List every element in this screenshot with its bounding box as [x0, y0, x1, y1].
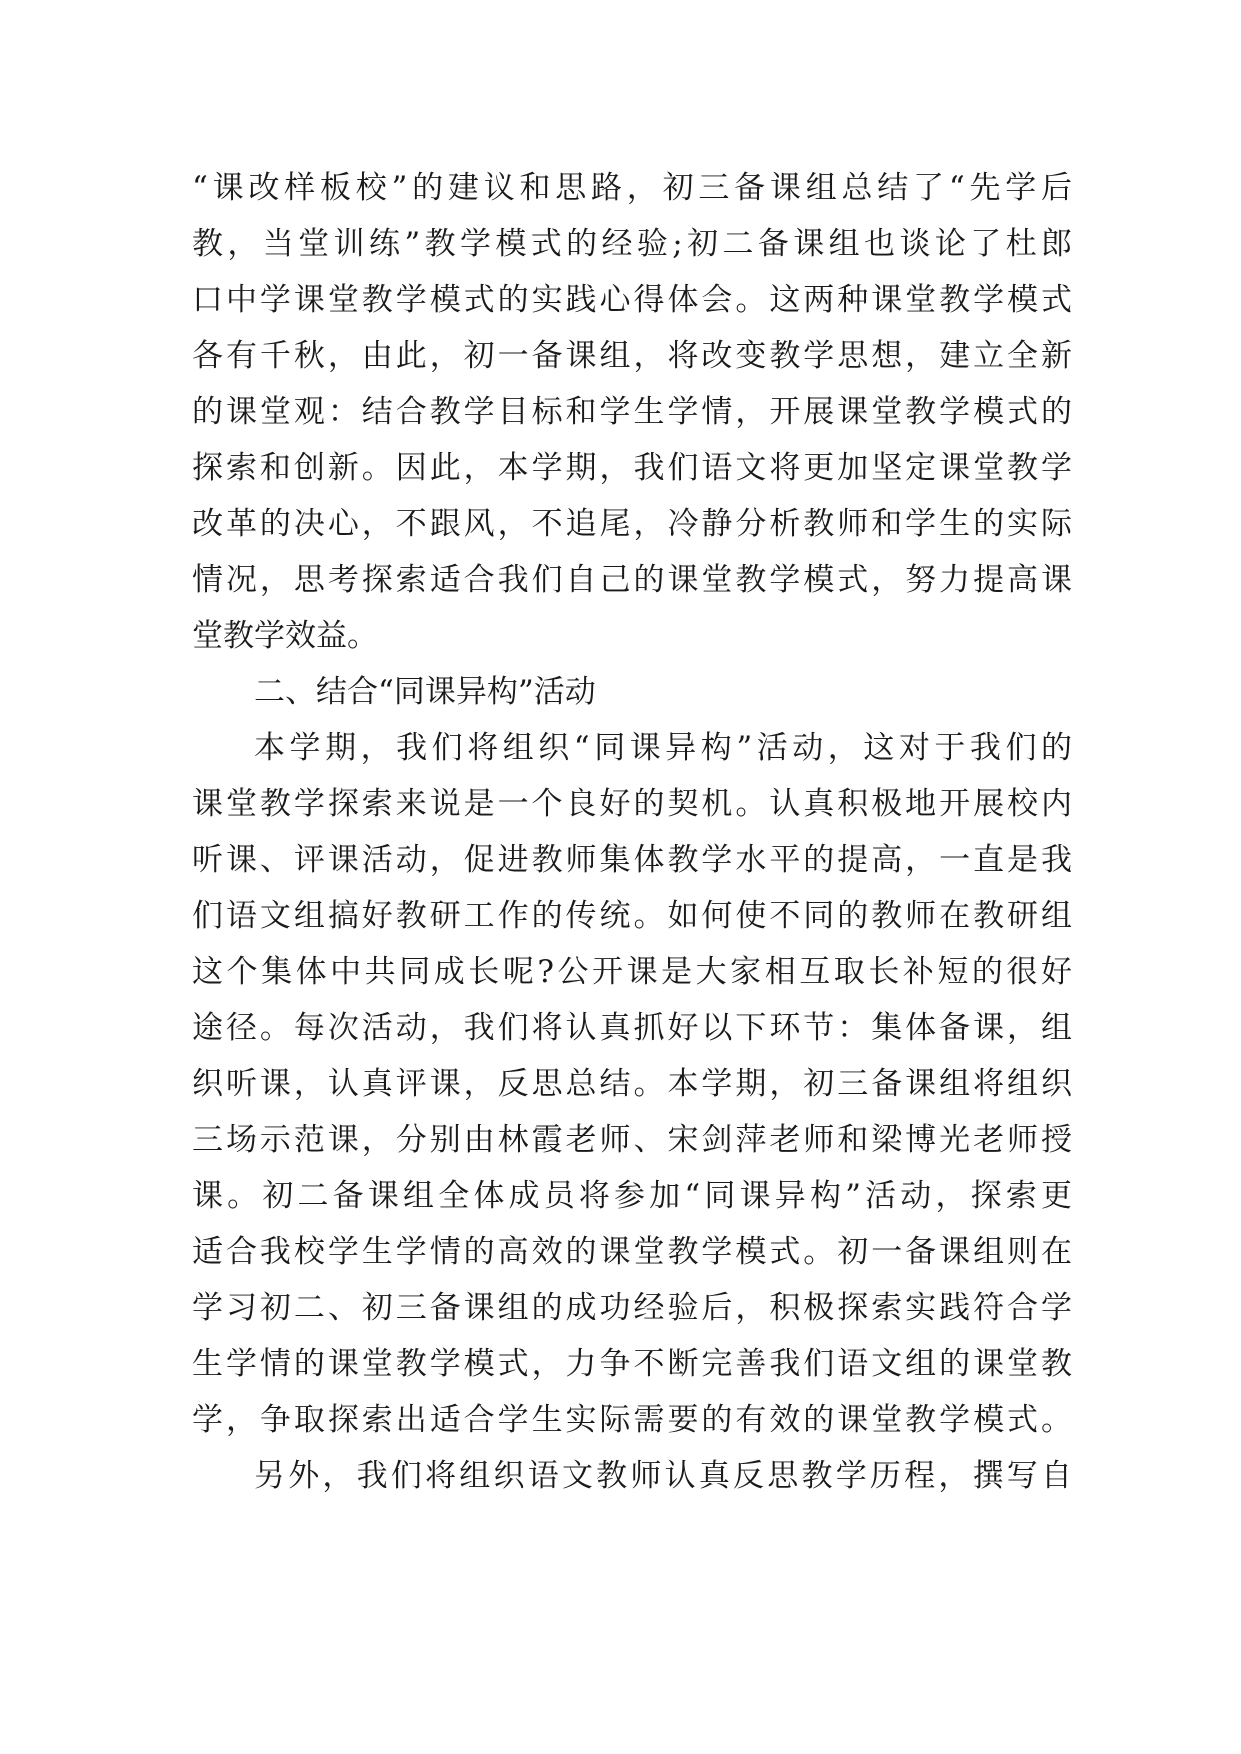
text-line: 织听课，认真评课，反思总结。本学期，初三备课组将组织 — [192, 1066, 1072, 1102]
paragraph-first-line: 本学期，我们将组织“同课异构”活动，这对于我们的 — [254, 730, 1072, 766]
text-line: 口中学课堂教学模式的实践心得体会。这两种课堂教学模式 — [192, 282, 1072, 318]
text-line: 教，当堂训练”教学模式的经验;初二备课组也谈论了杜郎 — [192, 226, 1072, 262]
section-heading: 二、结合“同课异构”活动 — [254, 674, 596, 710]
text-line: 适合我校学生学情的高效的课堂教学模式。初一备课组则在 — [192, 1234, 1072, 1270]
text-line: 途径。每次活动，我们将认真抓好以下环节：集体备课，组 — [192, 1010, 1072, 1046]
text-line: 们语文组搞好教研工作的传统。如何使不同的教师在教研组 — [192, 898, 1072, 934]
text-line: 的课堂观：结合教学目标和学生学情，开展课堂教学模式的 — [192, 394, 1072, 430]
text-line: 探索和创新。因此，本学期，我们语文将更加坚定课堂教学 — [192, 450, 1072, 486]
text-line: 课。初二备课组全体成员将参加“同课异构”活动，探索更 — [192, 1178, 1072, 1214]
text-line: 听课、评课活动，促进教师集体教学水平的提高，一直是我 — [192, 842, 1072, 878]
text-line: “课改样板校”的建议和思路，初三备课组总结了“先学后 — [192, 170, 1072, 206]
paragraph-end-line: 堂教学效益。 — [192, 618, 378, 654]
text-line: 三场示范课，分别由林霞老师、宋剑萍老师和梁博光老师授 — [192, 1122, 1072, 1158]
text-line: 改革的决心，不跟风，不追尾，冷静分析教师和学生的实际 — [192, 506, 1072, 542]
text-line: 各有千秋，由此，初一备课组，将改变教学思想，建立全新 — [192, 338, 1072, 374]
text-line: 生学情的课堂教学模式，力争不断完善我们语文组的课堂教 — [192, 1346, 1072, 1382]
text-line: 课堂教学探索来说是一个良好的契机。认真积极地开展校内 — [192, 786, 1072, 822]
text-line: 学，争取探索出适合学生实际需要的有效的课堂教学模式。 — [192, 1402, 1072, 1438]
text-line: 情况，思考探索适合我们自己的课堂教学模式，努力提高课 — [192, 562, 1072, 598]
text-line: 这个集体中共同成长呢?公开课是大家相互取长补短的很好 — [192, 954, 1072, 990]
paragraph-first-line: 另外，我们将组织语文教师认真反思教学历程，撰写自 — [254, 1458, 1072, 1494]
text-line: 学习初二、初三备课组的成功经验后，积极探索实践符合学 — [192, 1290, 1072, 1326]
document-body — [192, 160, 1072, 1504]
